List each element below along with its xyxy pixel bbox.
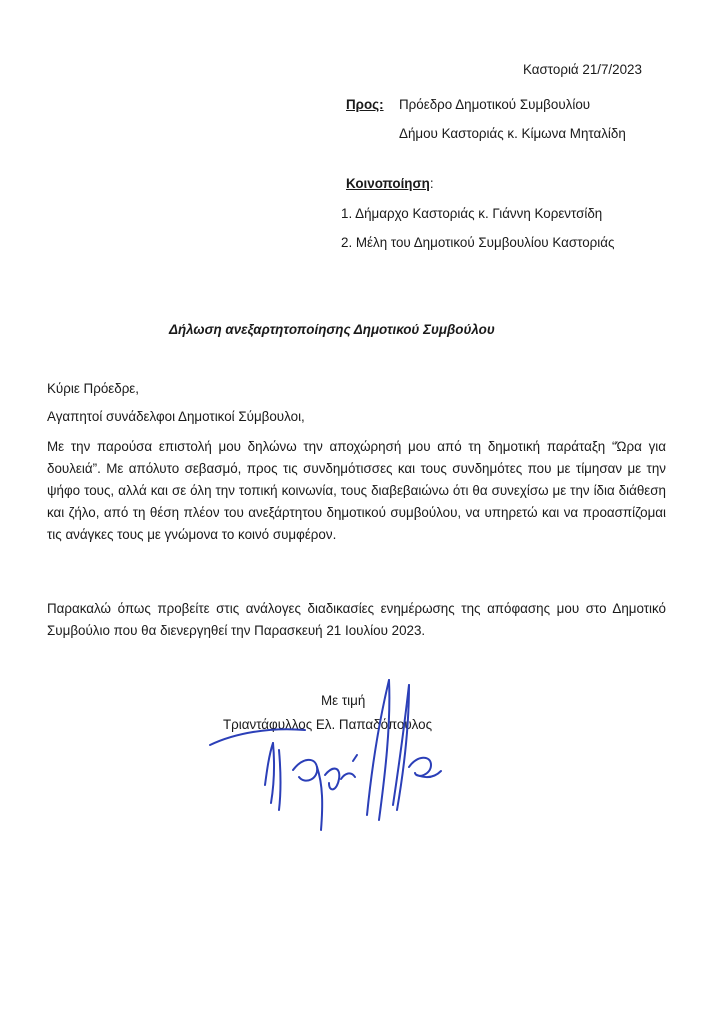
to-line-1: Πρόεδρο Δημοτικού Συμβουλίου [399, 97, 591, 112]
cc-colon: : [429, 176, 434, 191]
letter-title: Δήλωση ανεξαρτητοποίησης Δημοτικού Συμβούλου [169, 322, 495, 337]
cc-item-2: 2. Μέλη του Δημοτικού Συμβουλίου Καστοριάς [341, 235, 615, 250]
to-line-2: Δήμου Καστοριάς κ. Κίμωνα Μηταλίδη [399, 126, 626, 141]
to-label: Προς: [346, 97, 384, 112]
place-date: Καστοριά 21/7/2023 [523, 62, 642, 77]
signatory-name: Τριαντάφυλλος Ελ. Παπαδόπουλος [223, 717, 433, 732]
cc-heading [346, 176, 434, 191]
body-paragraph-1: Με την παρούσα επιστολή μου δηλώνω την αποχώρησή μου από τη δημοτική παράταξη “Ώρα για δουλειά”. Με απόλυτο σεβασμό, προς τις συνδημότισσες και τους συνδημότες που με τίμησαν με την ψήφο τους, αλλά και σε όλη την τοπική κοινωνία, τους διαβεβαιώνω ότι θα συνεχίσω με την ίδια διάθεση και ζήλο, από τη θέση πλέον του ανεξάρτητου δημοτικού συμβούλου, να υπηρετώ και να προασπίζομαι τις ανάγκες τους με γνώμονα το κοινό συμφέρον. [47, 439, 666, 542]
cc-label: Κοινοποίηση [346, 176, 430, 191]
cc-item-1: 1. Δήμαρχο Καστοριάς κ. Γιάννη Κορεντσίδη [341, 206, 603, 221]
salutation-councillors: Αγαπητοί συνάδελφοι Δημοτικοί Σύμβουλοι, [47, 409, 305, 424]
salutation-president: Κύριε Πρόεδρε, [47, 381, 140, 396]
body-paragraph-2: Παρακαλώ όπως προβείτε στις ανάλογες διαδικασίες ενημέρωσης της απόφασης μου στο Δημοτικό Συμβούλιο που θα διενεργηθεί την Παρασκευή 21 Ιουλίου 2023. [47, 601, 666, 638]
closing-regards: Με τιμή [321, 693, 366, 708]
handwritten-signature [195, 675, 445, 845]
